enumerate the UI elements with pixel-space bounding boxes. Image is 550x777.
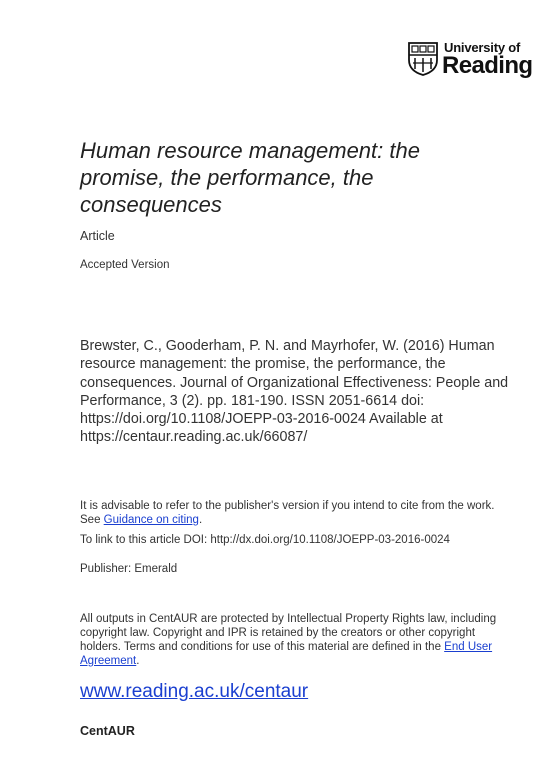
doi-link-line: To link to this article DOI: http://dx.doi.org/10.1108/JOEPP-03-2016-0024 [80, 534, 450, 546]
version-label: Accepted Version [80, 259, 170, 271]
citation-advice-end: . [198, 514, 203, 526]
citation-text: Brewster, C., Gooderham, P. N. and Mayrhofer, W. (2016) Human resource management: the promise, the performance, the consequences. Journal of Organizational Effectiveness: People and Performance, 3 (2). pp. 181-190. ISSN 2051-6614 doi: https://doi.org/10.1108/JOEPP-03-2016-0024 Available at https://centaur.reading.ac.uk/66087/ [80, 338, 509, 446]
guidance-on-citing-link[interactable]: Guidance on citing [103, 514, 199, 526]
rights-statement [80, 612, 500, 668]
publisher-line: Publisher: Emerald [80, 563, 178, 575]
logo-reading: Reading [442, 52, 533, 79]
footer-centaur-label: CentAUR [80, 724, 135, 738]
citation-advice-text: It is advisable to refer to the publisher's version if you intend to cite from the work. See [80, 500, 495, 526]
university-logo [408, 40, 533, 80]
rights-end: . [136, 655, 140, 667]
paper-title: Human resource management: the promise, the performance, the consequences [80, 138, 420, 217]
end-user-agreement-link[interactable]: End User Agreement [80, 641, 493, 667]
citation-advice [80, 499, 500, 527]
centaur-website-link[interactable]: www.reading.ac.uk/centaur [80, 681, 309, 702]
logo-university-of: University of [444, 40, 521, 55]
rights-text: All outputs in CentAUR are protected by Intellectual Property Rights law, including copyright law. Copyright and IPR is retained by the creators or other copyright holders. Terms and conditions for use of this material are defined in the [80, 613, 497, 653]
crest-icon [408, 42, 438, 76]
item-type: Article [80, 229, 115, 243]
